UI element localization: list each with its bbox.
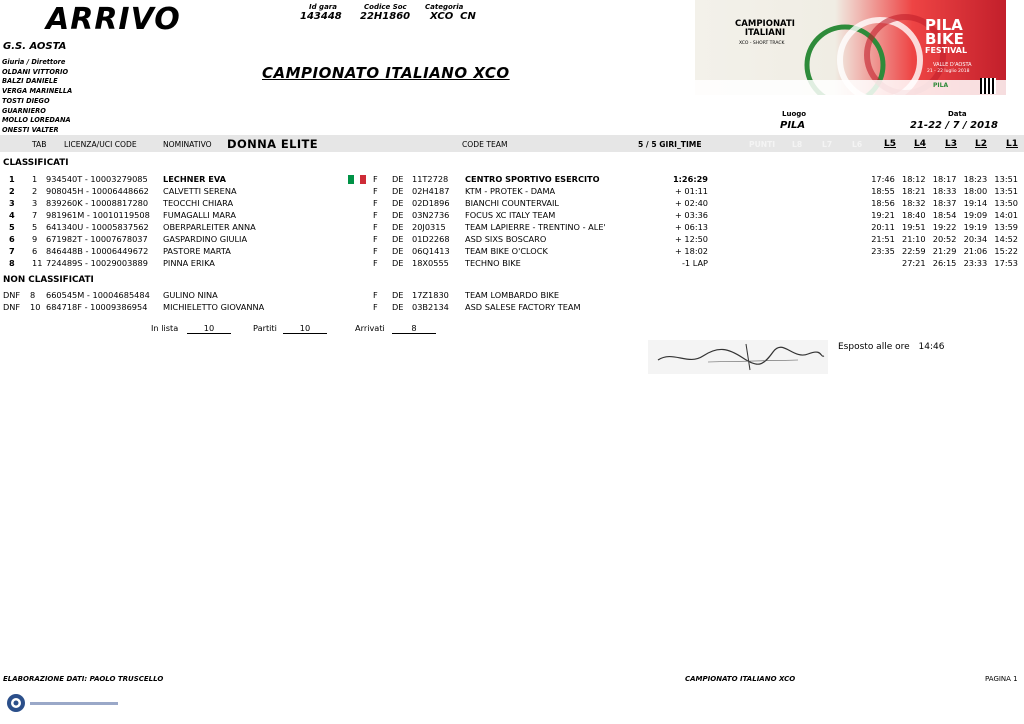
- partiti-label: Partiti: [253, 323, 277, 333]
- pila-logo: PILA: [933, 82, 949, 89]
- row-position: 6: [9, 234, 15, 244]
- jury-member: VERGA MARINELLA: [2, 87, 73, 96]
- row-region: DE: [392, 174, 404, 184]
- row-tab: 10: [30, 302, 41, 312]
- row-region: DE: [392, 222, 404, 232]
- col-l6: L6: [852, 140, 863, 149]
- row-team-code: 02H4187: [412, 186, 450, 196]
- row-time: + 02:40: [674, 198, 708, 208]
- table-row: [0, 210, 1024, 222]
- row-team-code: 01D2268: [412, 234, 450, 244]
- table-row: [0, 222, 1024, 234]
- row-sex: F: [373, 246, 378, 256]
- club-name: G.S. AOSTA: [3, 41, 67, 52]
- row-licence: 981961M - 10010119508: [46, 210, 150, 220]
- date-label: Data: [948, 110, 967, 118]
- in-lista-value: 10: [187, 323, 231, 334]
- row-team: BIANCHI COUNTERVAIL: [465, 198, 559, 208]
- col-l8: L8: [792, 140, 803, 149]
- row-tab: 9: [32, 234, 38, 244]
- row-tab: 2: [32, 186, 38, 196]
- row-tab: 3: [32, 198, 38, 208]
- table-row: [0, 234, 1024, 246]
- row-sex: F: [373, 186, 378, 196]
- row-tab: 6: [32, 246, 38, 256]
- row-team-code: 03B2134: [412, 302, 449, 312]
- row-sex: F: [373, 198, 378, 208]
- row-team: ASD SIXS BOSCARO: [465, 234, 547, 244]
- row-lap-times: 23:35 22:59 21:29 21:06 15:22: [871, 246, 1018, 256]
- row-sex: F: [373, 210, 378, 220]
- table-row: [0, 290, 1024, 302]
- qr-code-icon: [980, 78, 996, 94]
- table-row: [0, 174, 1024, 186]
- row-team-code: 17Z1830: [412, 290, 449, 300]
- row-licence: 908045H - 10006448662: [46, 186, 149, 196]
- banner-left-sub: XCO - SHORT TRACK: [739, 41, 785, 46]
- jury-member: GUARNIERO: [2, 106, 46, 115]
- row-team-code: 18X0555: [412, 258, 449, 268]
- championship-title: CAMPIONATO ITALIANO XCO: [262, 64, 510, 82]
- posted-value: 14:46: [918, 342, 945, 352]
- soc-code: 22H1860: [360, 11, 411, 22]
- row-time: + 03:36: [674, 210, 708, 220]
- col-l5: L5: [884, 139, 896, 149]
- section-not-classified: NON CLASSIFICATI: [3, 275, 94, 285]
- row-name: OBERPARLEITER ANNA: [163, 222, 256, 232]
- row-position: 3: [9, 198, 15, 208]
- col-punti: PUNTI: [749, 140, 776, 149]
- row-team-code: 20J0315: [412, 222, 446, 232]
- row-time: + 12:50: [674, 234, 708, 244]
- row-name: GASPARDINO GIULIA: [163, 234, 248, 244]
- column-header-bar: [0, 135, 1024, 152]
- row-tab: 5: [32, 222, 38, 232]
- col-time: 5 / 5 GIRI_TIME: [638, 140, 702, 149]
- col-l2: L2: [975, 139, 987, 149]
- col-l7: L7: [822, 140, 833, 149]
- row-team: TEAM LAPIERRE - TRENTINO - ALE': [465, 222, 606, 232]
- row-name: CALVETTI SERENA: [163, 186, 237, 196]
- jury-list: [2, 58, 72, 136]
- race-id: 143448: [300, 11, 342, 22]
- table-row: [0, 246, 1024, 258]
- row-team-code: 02D1896: [412, 198, 450, 208]
- event-banner: [695, 0, 1006, 95]
- row-sex: F: [373, 174, 378, 184]
- table-row: [0, 198, 1024, 210]
- jury-member: OLDANI VITTORIO: [2, 67, 69, 76]
- row-lap-times: 18:56 18:32 18:37 19:14 13:50: [871, 198, 1018, 208]
- banner-line-2: BIKE: [925, 30, 964, 48]
- row-lap-times: 19:21 18:40 18:54 19:09 14:01: [871, 210, 1018, 220]
- table-row: [0, 186, 1024, 198]
- row-team: KTM - PROTEK - DAMA: [465, 186, 556, 196]
- col-tab: TAB: [32, 140, 47, 149]
- row-region: DE: [392, 186, 404, 196]
- table-row: [0, 302, 1024, 314]
- row-sex: F: [373, 222, 378, 232]
- row-team-code: 06Q1413: [412, 246, 450, 256]
- row-tab: 8: [30, 290, 36, 300]
- jury-member: ONESTI VALTER: [2, 125, 59, 134]
- row-name: TEOCCHI CHIARA: [163, 198, 234, 208]
- page-title: ARRIVO: [46, 2, 181, 37]
- row-position: 7: [9, 246, 15, 256]
- arrivati-value: 8: [392, 323, 436, 334]
- col-l3: L3: [945, 139, 957, 149]
- category-title: DONNA ELITE: [227, 137, 319, 151]
- partiti-value: 10: [283, 323, 327, 334]
- row-time: -1 LAP: [681, 258, 708, 268]
- in-lista-label: In lista: [151, 323, 179, 333]
- row-team: FOCUS XC ITALY TEAM: [465, 210, 556, 220]
- col-l4: L4: [914, 139, 926, 149]
- footer-page: PAGINA 1: [985, 675, 1018, 683]
- row-name: PINNA ERIKA: [163, 258, 215, 268]
- banner-dates: 21 - 22 luglio 2018: [927, 69, 970, 74]
- row-position: DNF: [3, 290, 21, 300]
- row-time: + 01:11: [674, 186, 708, 196]
- luogo-label: Luogo: [782, 110, 807, 118]
- row-tab: 11: [32, 258, 43, 268]
- banner-title: [925, 18, 967, 55]
- signature-image: [648, 340, 828, 374]
- row-region: DE: [392, 234, 404, 244]
- jury-member: MOLLO LOREDANA: [2, 116, 71, 125]
- date-value: 21-22 / 7 / 2018: [910, 120, 999, 131]
- row-name: PASTORE MARTA: [163, 246, 231, 256]
- banner-left-text: CAMPIONATI ITALIANI: [735, 19, 795, 38]
- arrivati-label: Arrivati: [355, 323, 385, 333]
- row-lap-times: 27:21 26:15 23:33 17:53: [902, 258, 1018, 268]
- software-logo: [4, 690, 119, 716]
- banner-line-3: FESTIVAL: [925, 46, 968, 55]
- row-licence: 660545M - 10004685484: [46, 290, 150, 300]
- row-licence: 839260K - 10008817280: [46, 198, 149, 208]
- row-team: TEAM LOMBARDO BIKE: [465, 290, 560, 300]
- row-lap-times: 20:11 19:51 19:22 19:19 13:59: [871, 222, 1018, 232]
- row-time: + 18:02: [674, 246, 708, 256]
- jury-title: Giuria / Direttore: [2, 58, 66, 66]
- row-time: 1:26:29: [672, 174, 708, 184]
- banner-line-1: PILA: [925, 16, 963, 34]
- category-value: XCO CN: [430, 11, 476, 22]
- row-tab: 7: [32, 210, 38, 220]
- row-region: DE: [392, 246, 404, 256]
- row-licence: 671982T - 10007678037: [46, 234, 148, 244]
- row-licence: 934540T - 10003279085: [46, 174, 148, 184]
- footer-center: CAMPIONATO ITALIANO XCO: [685, 675, 796, 683]
- row-licence: 641340U - 10005837562: [46, 222, 149, 232]
- section-classified: CLASSIFICATI: [3, 158, 69, 168]
- footer-left: ELABORAZIONE DATI: PAOLO TRUSCELLO: [3, 675, 164, 683]
- table-row: [0, 258, 1024, 270]
- row-team: ASD SALESE FACTORY TEAM: [465, 302, 581, 312]
- row-licence: 846448B - 10006449672: [46, 246, 149, 256]
- race-id-label: Id gara: [309, 3, 337, 11]
- jury-member: BALZI DANIELE: [2, 77, 58, 86]
- soc-code-label: Codice Soc: [364, 3, 407, 11]
- row-team: TEAM BIKE O'CLOCK: [465, 246, 548, 256]
- row-region: DE: [392, 258, 404, 268]
- row-name: MICHIELETTO GIOVANNA: [163, 302, 265, 312]
- col-name: NOMINATIVO: [163, 140, 212, 149]
- row-region: DE: [392, 198, 404, 208]
- row-position: 4: [9, 210, 15, 220]
- luogo-value: PILA: [780, 120, 806, 131]
- row-team-code: 03N2736: [412, 210, 450, 220]
- row-position: DNF: [3, 302, 21, 312]
- row-lap-times: 21:51 21:10 20:52 20:34 14:52: [871, 234, 1018, 244]
- row-name: FUMAGALLI MARA: [163, 210, 236, 220]
- row-position: 8: [9, 258, 15, 268]
- row-sex: F: [373, 290, 378, 300]
- jury-member: TOSTI DIEGO: [2, 96, 50, 105]
- row-sex: F: [373, 234, 378, 244]
- posted-label: Esposto alle ore: [838, 342, 910, 352]
- row-position: 2: [9, 186, 15, 196]
- posted-time: [838, 342, 944, 352]
- row-sex: F: [373, 302, 378, 312]
- row-time: + 06:13: [674, 222, 708, 232]
- row-name: GULINO NINA: [163, 290, 218, 300]
- row-team: TECHNO BIKE: [465, 258, 521, 268]
- col-team: CODE TEAM: [462, 140, 508, 149]
- row-position: 5: [9, 222, 15, 232]
- category-label: Categoria: [425, 3, 464, 11]
- banner-region: VALLE D'AOSTA: [933, 62, 972, 68]
- row-region: DE: [392, 290, 404, 300]
- col-l1: L1: [1006, 139, 1018, 149]
- row-position: 1: [9, 174, 15, 184]
- col-licence: LICENZA/UCI CODE: [64, 140, 137, 149]
- row-region: DE: [392, 302, 404, 312]
- row-region: DE: [392, 210, 404, 220]
- row-licence: 724489S - 10029003889: [46, 258, 148, 268]
- row-name: LECHNER EVA: [163, 174, 226, 184]
- row-licence: 684718F - 10009386954: [46, 302, 148, 312]
- row-lap-times: 17:46 18:12 18:17 18:23 13:51: [871, 174, 1018, 184]
- row-tab: 1: [32, 174, 38, 184]
- row-lap-times: 18:55 18:21 18:33 18:00 13:51: [871, 186, 1018, 196]
- row-team: CENTRO SPORTIVO ESERCITO: [465, 174, 600, 184]
- italy-flag-icon: [348, 175, 366, 184]
- row-sex: F: [373, 258, 378, 268]
- row-team-code: 11T2728: [412, 174, 449, 184]
